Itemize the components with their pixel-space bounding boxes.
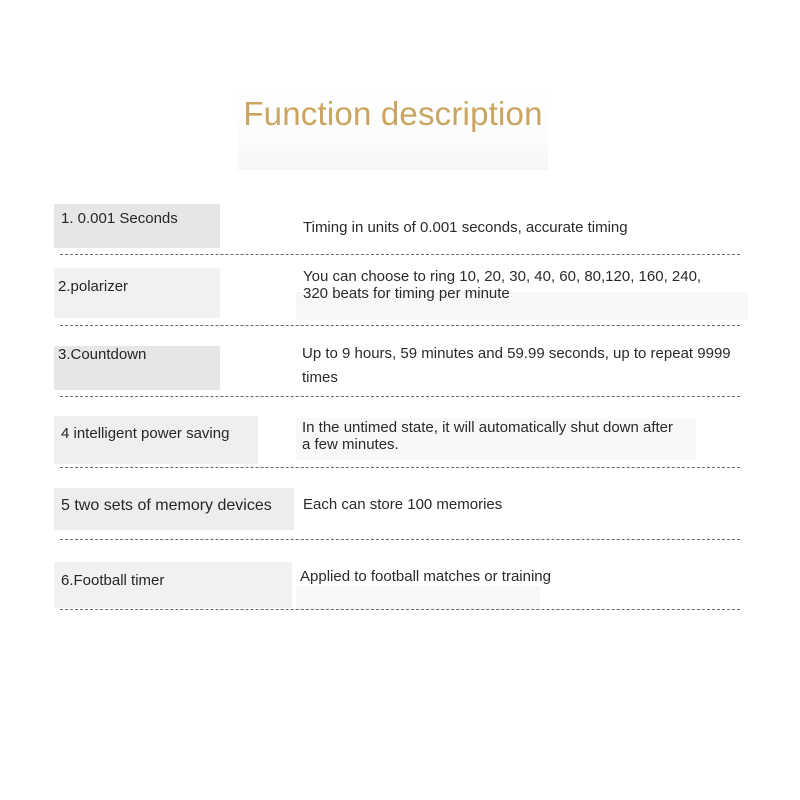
function-name: 3.Countdown bbox=[58, 346, 147, 363]
function-description: Timing in units of 0.001 seconds, accurate timing bbox=[303, 219, 628, 236]
function-description: In the untimed state, it will automatically shut down after a few minutes. bbox=[302, 419, 674, 453]
function-description: Up to 9 hours, 59 minutes and 59.99 seconds, up to repeat 9999 times bbox=[302, 345, 731, 386]
page-title: Function description bbox=[243, 95, 543, 132]
function-name: 4 intelligent power saving bbox=[61, 425, 230, 442]
row-divider bbox=[60, 396, 740, 397]
row-divider bbox=[60, 254, 740, 255]
title-block bbox=[238, 88, 548, 170]
row-divider bbox=[60, 467, 740, 468]
function-description: Applied to football matches or training bbox=[300, 568, 551, 585]
row-divider bbox=[60, 609, 740, 610]
function-name: 5 two sets of memory devices bbox=[61, 497, 272, 514]
function-description: You can choose to ring 10, 20, 30, 40, 60, 80,120, 160, 240, 320 beats for timing per minute bbox=[303, 268, 702, 302]
row-divider bbox=[60, 539, 740, 540]
function-description-box bbox=[296, 586, 540, 610]
function-name: 6.Football timer bbox=[61, 572, 165, 589]
row-divider bbox=[60, 325, 740, 326]
function-name: 2.polarizer bbox=[58, 278, 129, 295]
function-name: 1. 0.001 Seconds bbox=[61, 210, 178, 227]
function-description: Each can store 100 memories bbox=[303, 496, 503, 513]
